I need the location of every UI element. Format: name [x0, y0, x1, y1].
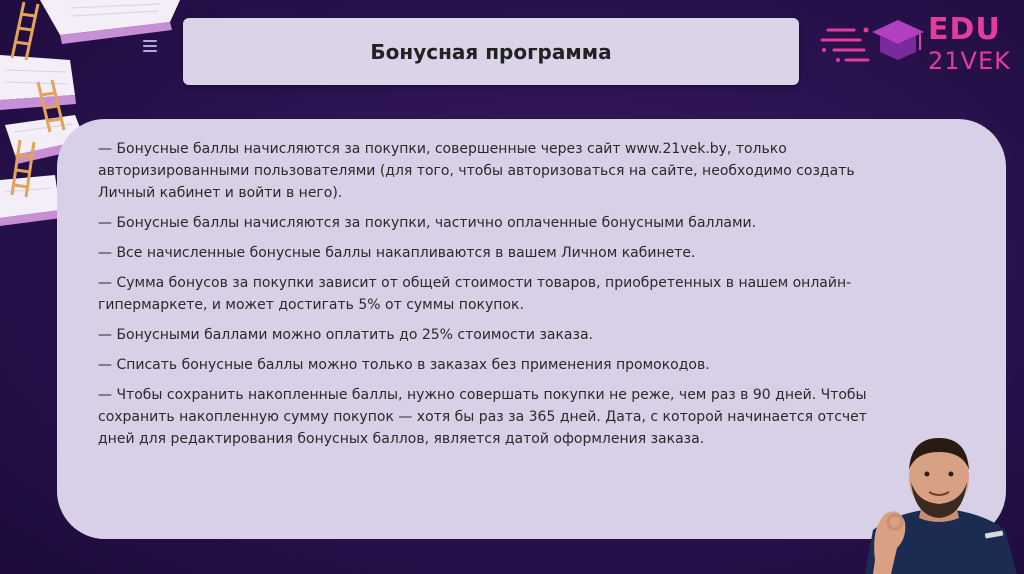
rule-paragraph: — Все начисленные бонусные баллы накапливаются в вашем Личном кабинете. [98, 245, 696, 261]
rule-paragraph: — Бонусными баллами можно оплатить до 25% стоимости заказа. [98, 327, 593, 343]
brand-logo [820, 10, 1020, 80]
logo-text-21vek: 21VEK [928, 47, 1011, 75]
menu-icon[interactable] [143, 40, 157, 52]
rule-paragraph: — Чтобы сохранить накопленные баллы, нужно совершать покупки не реже, чем раз в 90 дней. Чтобы сохранить накопленную сумму покупок — хотя бы раз за 365 дней. Дата, с которой начинается отсчет дней для редактирования бонусных баллов, является датой оформления заказа. [98, 387, 867, 447]
title-card [183, 18, 799, 85]
presenter-avatar [855, 430, 1024, 574]
rule-paragraph: — Списать бонусные баллы можно только в заказах без применения промокодов. [98, 357, 710, 373]
rule-paragraph: — Бонусные баллы начисляются за покупки, частично оплаченные бонусными баллами. [98, 215, 757, 231]
page-title: Бонусная программа [370, 39, 612, 64]
graduation-cap-icon [820, 10, 930, 80]
logo-text-edu: EDU [928, 12, 1001, 47]
rule-paragraph: — Сумма бонусов за покупки зависит от общей стоимости товаров, приобретенных в нашем онлайн-гипермаркете, и может достигать 5% от суммы покупок. [98, 275, 852, 313]
rule-paragraph: — Бонусные баллы начисляются за покупки, совершенные через сайт www.21vek.by, только авторизированными пользователями (для того, чтобы авторизоваться на сайте, необходимо создать Личный кабинет и войти в него). [98, 141, 855, 201]
bonus-rules-text [98, 138, 868, 458]
